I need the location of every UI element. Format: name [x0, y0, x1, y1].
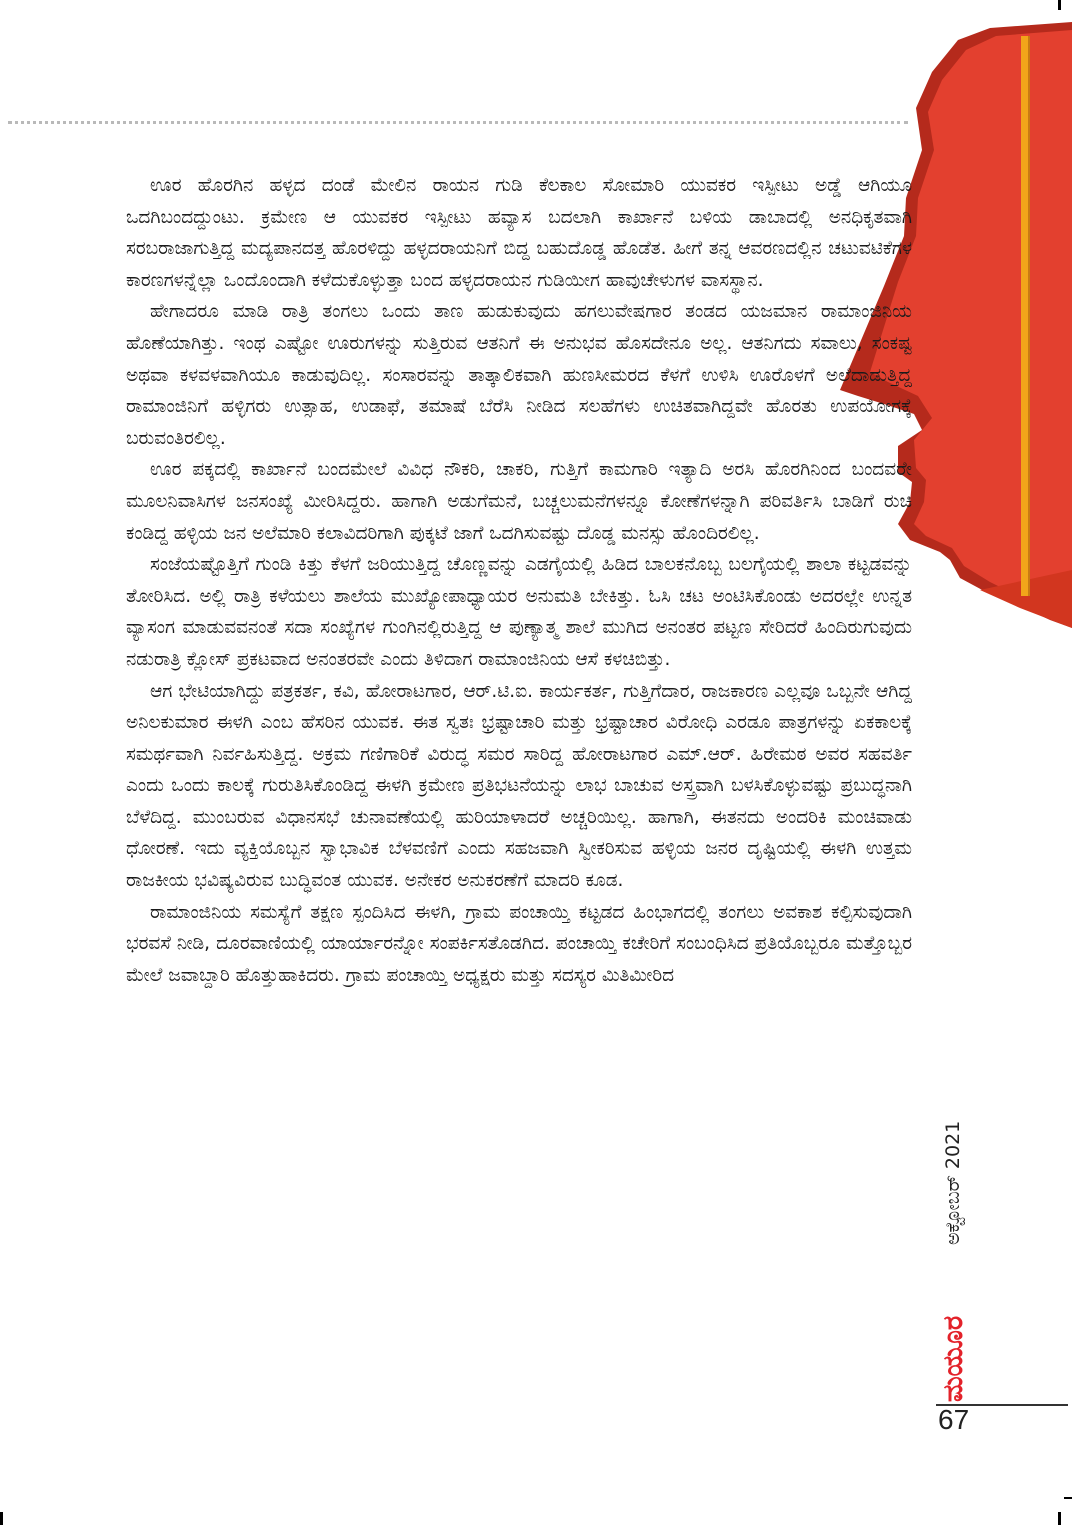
crop-mark-right: [1064, 1497, 1072, 1499]
dotted-divider: [8, 121, 908, 124]
page-number: 67: [938, 1404, 970, 1435]
yellow-stripe-edge: [1028, 36, 1030, 596]
crop-mark-bottom-right: [1058, 1512, 1061, 1525]
article-paragraph: ಹೇಗಾದರೂ ಮಾಡಿ ರಾತ್ರಿ ತಂಗಲು ಒಂದು ತಾಣ ಹುಡುಕುವುದು ಹಗಲುವೇಷಗಾರ ತಂಡದ ಯಜಮಾನ ರಾಮಾಂಜಿನಿಯ ಹೊಣೆಯಾಗಿತ್ತು. ಇಂಥ ಎಷ್ಟೋ ಊರುಗಳನ್ನು ಸುತ್ತಿರುವ ಆತನಿಗೆ ಈ ಅನುಭವ ಹೊಸದೇನೂ ಅಲ್ಲ. ಆತನಿಗದು ಸವಾಲು, ಸಂಕಷ್ಟ ಅಥವಾ ಕಳವಳವಾಗಿಯೂ ಕಾಡುವುದಿಲ್ಲ. ಸಂಸಾರವನ್ನು ತಾತ್ಕಾಲಿಕವಾಗಿ ಹುಣಸೀಮರದ ಕೆಳಗೆ ಉಳಿಸಿ ಊರೊಳಗೆ ಅಲೆದಾಡುತ್ತಿದ್ದ ರಾಮಾಂಜಿನಿಗೆ ಹಳ್ಳಿಗರು ಉತ್ಸಾಹ, ಉಡಾಫೆ, ತಮಾಷೆ ಬೆರೆಸಿ ನೀಡಿದ ಸಲಹೆಗಳು ಉಚಿತವಾಗಿದ್ದವೇ ಹೊರತು ಉಪಯೋಗಕ್ಕೆ ಬರುವಂತಿರಲಿಲ್ಲ.: [126, 301, 912, 449]
article-body: [126, 170, 912, 991]
article-paragraph: ಊರ ಪಕ್ಕದಲ್ಲಿ ಕಾರ್ಖಾನೆ ಬಂದಮೇಲೆ ವಿವಿಧ ನೌಕರಿ, ಚಾಕರಿ, ಗುತ್ತಿಗೆ ಕಾಮಗಾರಿ ಇತ್ಯಾದಿ ಅರಸಿ ಹೊರಗಿನಿಂದ ಬಂದವರೇ ಮೂಲನಿವಾಸಿಗಳ ಜನಸಂಖ್ಯೆ ಮೀರಿಸಿದ್ದರು. ಹಾಗಾಗಿ ಅಡುಗೆಮನೆ, ಬಚ್ಚಲುಮನೆಗಳನ್ನೂ ಕೋಣೆಗಳನ್ನಾಗಿ ಪರಿವರ್ತಿಸಿ ಬಾಡಿಗೆ ರುಚಿ ಕಂಡಿದ್ದ ಹಳ್ಳಿಯ ಜನ ಅಲೆಮಾರಿ ಕಲಾವಿದರಿಗಾಗಿ ಪುಕ್ಕಟೆ ಜಾಗೆ ಒದಗಿಸುವಷ್ಟು ದೊಡ್ಡ ಮನಸ್ಸು ಹೊಂದಿರಲಿಲ್ಲ.: [126, 459, 912, 544]
magazine-name: ಮಯೂರ: [938, 1315, 969, 1402]
issue-date: ಅಕ್ಟೋಬರ್ 2021: [942, 1120, 964, 1245]
article-paragraph: ಸಂಜೆಯಷ್ಟೊತ್ತಿಗೆ ಗುಂಡಿ ಕಿತ್ತು ಕೆಳಗೆ ಜರಿಯುತ್ತಿದ್ದ ಚೊಣ್ಣವನ್ನು ಎಡಗೈಯಲ್ಲಿ ಹಿಡಿದ ಬಾಲಕನೊಬ್ಬ ಬಲಗೈಯಲ್ಲಿ ಶಾಲಾ ಕಟ್ಟಡವನ್ನು ತೋರಿಸಿದ. ಅಲ್ಲಿ ರಾತ್ರಿ ಕಳೆಯಲು ಶಾಲೆಯ ಮುಖ್ಯೋಪಾಧ್ಯಾಯರ ಅನುಮತಿ ಬೇಕಿತ್ತು. ಓಸಿ ಚಟ ಅಂಟಿಸಿಕೊಂಡು ಅದರಲ್ಲೇ ಉನ್ನತ ವ್ಯಾಸಂಗ ಮಾಡುವವನಂತೆ ಸದಾ ಸಂಖ್ಯೆಗಳ ಗುಂಗಿನಲ್ಲಿರುತ್ತಿದ್ದ ಆ ಪುಣ್ಯಾತ್ಮ ಶಾಲೆ ಮುಗಿದ ಅನಂತರ ಪಟ್ಟಣ ಸೇರಿದರೆ ಹಿಂದಿರುಗುವುದು ನಡುರಾತ್ರಿ ಕ್ಲೋಸ್ ಪ್ರಕಟವಾದ ಅನಂತರವೇ ಎಂದು ತಿಳಿದಾಗ ರಾಮಾಂಜಿನಿಯ ಆಸೆ ಕಳಚಿಬಿತ್ತು.: [126, 554, 912, 670]
yellow-stripe: [1021, 36, 1029, 596]
crop-mark-bottom-left: [0, 1512, 3, 1525]
article-paragraph: ಊರ ಹೊರಗಿನ ಹಳ್ಳದ ದಂಡೆ ಮೇಲಿನ ರಾಯನ ಗುಡಿ ಕೆಲಕಾಲ ಸೋಮಾರಿ ಯುವಕರ ಇಸ್ಪೀಟು ಅಡ್ಡೆ ಆಗಿಯೂ ಒದಗಿಬಂದದ್ದುಂಟು. ಕ್ರಮೇಣ ಆ ಯುವಕರ ಇಸ್ಪೀಟು ಹವ್ಯಾಸ ಬದಲಾಗಿ ಕಾರ್ಖಾನೆ ಬಳಿಯ ಡಾಬಾದಲ್ಲಿ ಅನಧಿಕೃತವಾಗಿ ಸರಬರಾಜಾಗುತ್ತಿದ್ದ ಮದ್ಯಪಾನದತ್ತ ಹೊರಳಿದ್ದು ಹಳ್ಳದರಾಯನಿಗೆ ಬಿದ್ದ ಬಹುದೊಡ್ಡ ಹೊಡೆತ. ಹೀಗೆ ತನ್ನ ಆವರಣದಲ್ಲಿನ ಚಟುವಟಿಕೆಗಳ ಕಾರಣಗಳನ್ನೆಲ್ಲಾ ಒಂದೊಂದಾಗಿ ಕಳೆದುಕೊಳ್ಳುತ್ತಾ ಬಂದ ಹಳ್ಳದರಾಯನ ಗುಡಿಯೀಗ ಹಾವುಚೇಳುಗಳ ವಾಸಸ್ಥಾನ.: [126, 175, 912, 291]
article-paragraph: ಆಗ ಭೇಟಿಯಾಗಿದ್ದು ಪತ್ರಕರ್ತ, ಕವಿ, ಹೋರಾಟಗಾರ, ಆರ್.ಟಿ.ಐ. ಕಾರ್ಯಕರ್ತ, ಗುತ್ತಿಗೆದಾರ, ರಾಜಕಾರಣ ಎಲ್ಲವೂ ಒಬ್ಬನೇ ಆಗಿದ್ದ ಅನಿಲಕುಮಾರ ಈಳಗಿ ಎಂಬ ಹೆಸರಿನ ಯುವಕ. ಈತ ಸ್ವತಃ ಭ್ರಷ್ಟಾಚಾರಿ ಮತ್ತು ಭ್ರಷ್ಟಾಚಾರ ವಿರೋಧಿ ಎರಡೂ ಪಾತ್ರಗಳನ್ನು ಏಕಕಾಲಕ್ಕೆ ಸಮರ್ಥವಾಗಿ ನಿರ್ವಹಿಸುತ್ತಿದ್ದ. ಅಕ್ರಮ ಗಣಿಗಾರಿಕೆ ವಿರುದ್ಧ ಸಮರ ಸಾರಿದ್ದ ಹೋರಾಟಗಾರ ಎಮ್.ಆರ್. ಹಿರೇಮಠ ಅವರ ಸಹವರ್ತಿ ಎಂದು ಒಂದು ಕಾಲಕ್ಕೆ ಗುರುತಿಸಿಕೊಂಡಿದ್ದ ಈಳಗಿ ಕ್ರಮೇಣ ಪ್ರತಿಭಟನೆಯನ್ನು ಲಾಭ ಬಾಚುವ ಅಸ್ತ್ರವಾಗಿ ಬಳಸಿಕೊಳ್ಳುವಷ್ಟು ಪ್ರಬುದ್ಧನಾಗಿ ಬೆಳೆದಿದ್ದ. ಮುಂಬರುವ ವಿಧಾನಸಭೆ ಚುನಾವಣೆಯಲ್ಲಿ ಹುರಿಯಾಳಾದರೆ ಅಚ್ಚರಿಯಿಲ್ಲ. ಹಾಗಾಗಿ, ಈತನದು ಅಂದರಿಕಿ ಮಂಚಿವಾಡು ಧೋರಣೆ. ಇದು ವ್ಯಕ್ತಿಯೊಬ್ಬನ ಸ್ವಾಭಾವಿಕ ಬೆಳವಣಿಗೆ ಎಂದು ಸಹಜವಾಗಿ ಸ್ವೀಕರಿಸುವ ಹಳ್ಳಿಯ ಜನರ ದೃಷ್ಟಿಯಲ್ಲಿ ಈಳಗಿ ಉತ್ತಮ ರಾಜಕೀಯ ಭವಿಷ್ಯವಿರುವ ಬುದ್ಧಿವಂತ ಯುವಕ. ಅನೇಕರ ಅನುಕರಣೆಗೆ ಮಾದರಿ ಕೂಡ.: [126, 680, 912, 892]
article-paragraph: ರಾಮಾಂಜಿನಿಯ ಸಮಸ್ಯೆಗೆ ತಕ್ಷಣ ಸ್ಪಂದಿಸಿದ ಈಳಗಿ, ಗ್ರಾಮ ಪಂಚಾಯ್ತಿ ಕಟ್ಟಡದ ಹಿಂಭಾಗದಲ್ಲಿ ತಂಗಲು ಅವಕಾಶ ಕಲ್ಪಿಸುವುದಾಗಿ ಭರವಸೆ ನೀಡಿ, ದೂರವಾಣಿಯಲ್ಲಿ ಯಾರ್ಯಾರನ್ನೋ ಸಂಪರ್ಕಿಸತೊಡಗಿದ. ಪಂಚಾಯ್ತಿ ಕಚೇರಿಗೆ ಸಂಬಂಧಿಸಿದ ಪ್ರತಿಯೊಬ್ಬರೂ ಮತ್ತೊಬ್ಬರ ಮೇಲೆ ಜವಾಬ್ದಾರಿ ಹೊತ್ತುಹಾಕಿದರು. ಗ್ರಾಮ ಪಂಚಾಯ್ತಿ ಅಧ್ಯಕ್ಷರು ಮತ್ತು ಸದಸ್ಯರ ಮಿತಿಮೀರಿದ: [126, 901, 912, 986]
